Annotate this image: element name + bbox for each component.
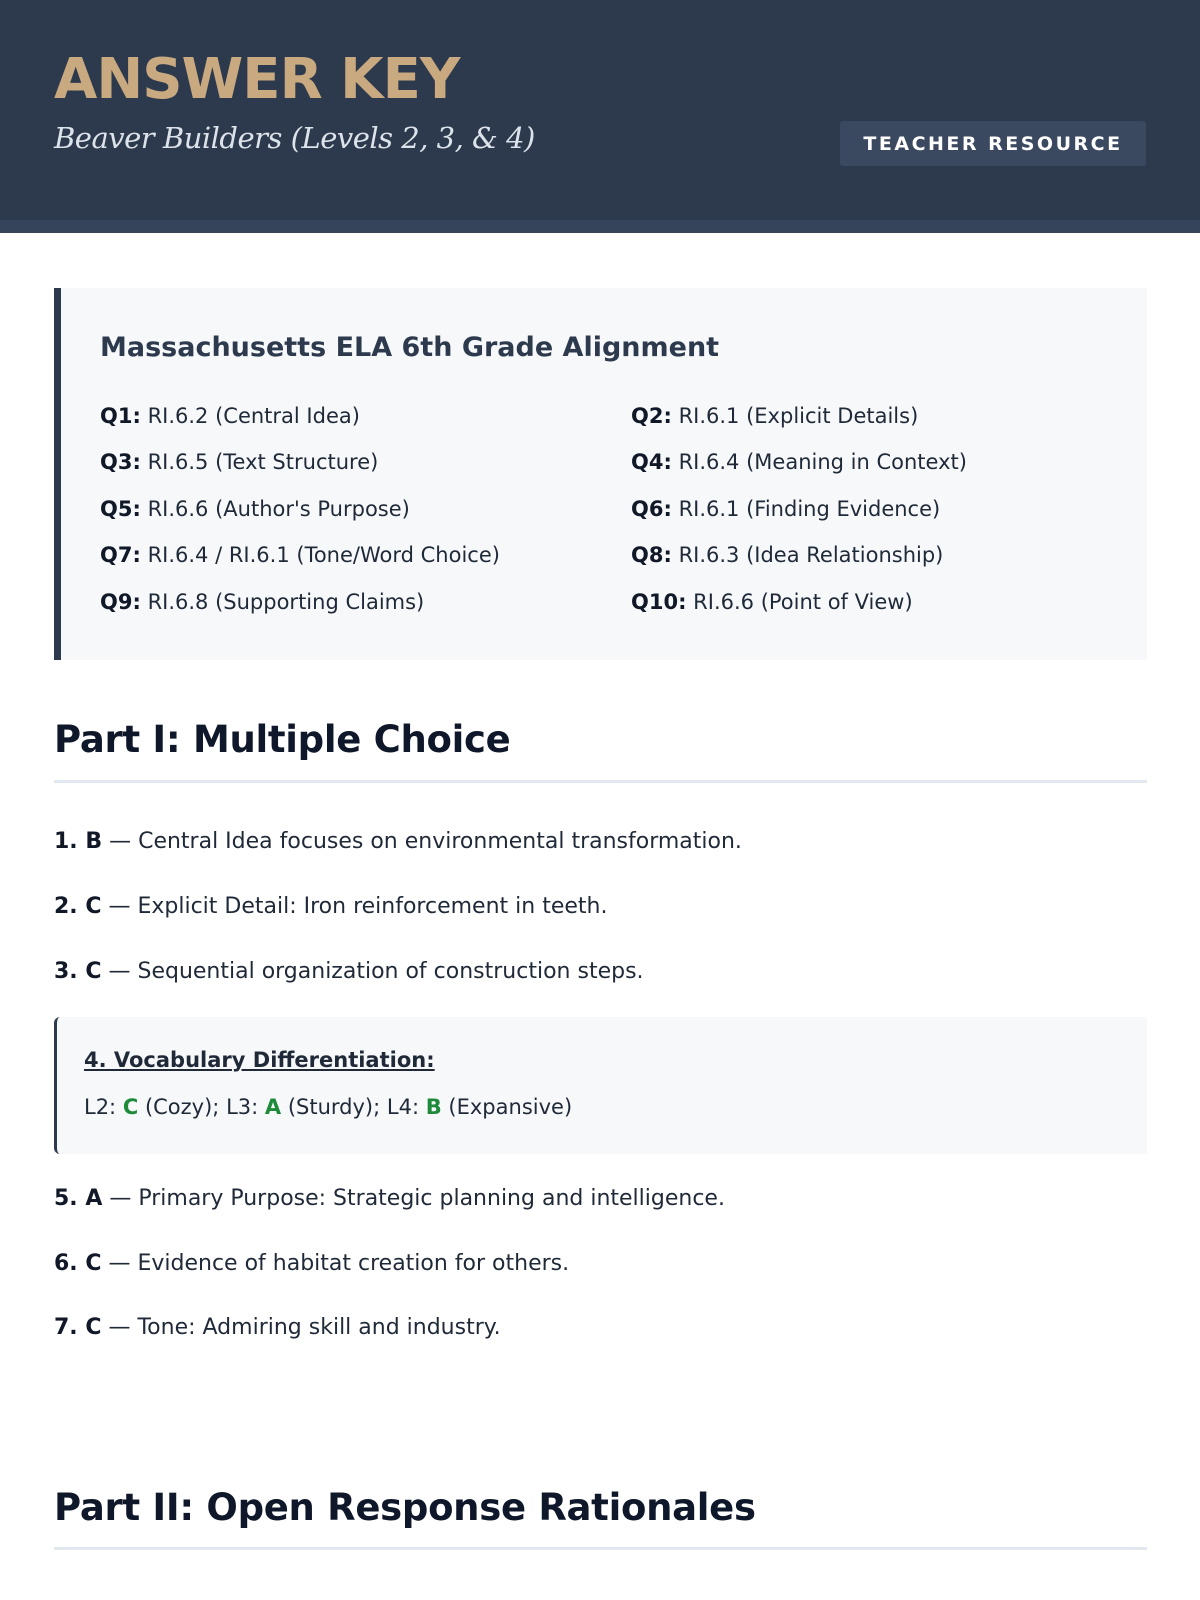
question-label: Q2: <box>631 404 672 428</box>
alignment-item <box>631 452 967 473</box>
question-label: Q6: <box>631 497 672 521</box>
question-label: Q9: <box>100 590 141 614</box>
standard-text: RI.6.4 / RI.6.1 (Tone/Word Choice) <box>147 543 500 567</box>
vocabulary-answers <box>84 1097 572 1118</box>
answer-text: — Primary Purpose: Strategic planning and intelligence. <box>109 1186 725 1211</box>
level-4-answer: B <box>425 1095 442 1119</box>
alignment-item <box>631 545 943 566</box>
question-label: Q4: <box>631 450 672 474</box>
standard-text: RI.6.6 (Author's Purpose) <box>147 497 410 521</box>
section-divider <box>54 780 1147 783</box>
standard-text: RI.6.5 (Text Structure) <box>147 450 379 474</box>
answer-number: 6. C <box>54 1251 102 1276</box>
alignment-item <box>100 406 360 427</box>
standard-text: RI.6.1 (Finding Evidence) <box>678 497 941 521</box>
level-3-label: L3: <box>226 1095 259 1119</box>
level-2-label: L2: <box>84 1095 117 1119</box>
answer-number: 2. C <box>54 894 102 919</box>
answer-text: — Tone: Admiring skill and industry. <box>108 1315 501 1340</box>
answer-item <box>54 1253 569 1275</box>
section-divider <box>54 1547 1147 1550</box>
level-3-word: (Sturdy); <box>287 1095 381 1119</box>
standard-text: RI.6.1 (Explicit Details) <box>678 404 919 428</box>
header-divider <box>0 220 1200 233</box>
standard-text: RI.6.2 (Central Idea) <box>147 404 360 428</box>
answer-number: 5. A <box>54 1186 103 1211</box>
answer-text: — Central Idea focuses on environmental transformation. <box>109 829 742 854</box>
answer-text: — Sequential organization of construction steps. <box>108 959 644 984</box>
page-subtitle: Beaver Builders (Levels 2, 3, & 4) <box>54 121 535 155</box>
section-title-part-1: Part I: Multiple Choice <box>54 718 511 761</box>
answer-text: — Explicit Detail: Iron reinforcement in teeth. <box>108 894 608 919</box>
level-2-answer: C <box>122 1095 139 1119</box>
alignment-item <box>100 545 500 566</box>
level-3-answer: A <box>264 1095 282 1119</box>
question-label: Q8: <box>631 543 672 567</box>
section-title-part-2: Part II: Open Response Rationales <box>54 1486 756 1529</box>
level-4-label: L4: <box>386 1095 420 1119</box>
standard-text: RI.6.3 (Idea Relationship) <box>678 543 944 567</box>
question-label: Q3: <box>100 450 141 474</box>
standard-text: RI.6.4 (Meaning in Context) <box>678 450 967 474</box>
standard-text: RI.6.6 (Point of View) <box>693 590 913 614</box>
answer-number: 7. C <box>54 1315 102 1340</box>
answer-number: 1. B <box>54 829 103 854</box>
answer-number: 3. C <box>54 959 102 984</box>
alignment-item <box>631 406 918 427</box>
alignment-item <box>631 499 940 520</box>
alignment-item <box>631 592 913 613</box>
alignment-item <box>100 452 378 473</box>
question-label: Q10: <box>631 590 687 614</box>
level-2-word: (Cozy); <box>144 1095 220 1119</box>
answer-item <box>54 961 644 983</box>
vocabulary-title: 4. Vocabulary Differentiation: <box>84 1048 435 1072</box>
teacher-resource-badge: TEACHER RESOURCE <box>840 121 1146 166</box>
question-label: Q1: <box>100 404 141 428</box>
vocabulary-callout <box>54 1017 1147 1154</box>
alignment-item <box>100 499 410 520</box>
answer-text: — Evidence of habitat creation for others. <box>108 1251 570 1276</box>
question-label: Q7: <box>100 543 141 567</box>
answer-item <box>54 1188 725 1210</box>
alignment-item <box>100 592 424 613</box>
standard-text: RI.6.8 (Supporting Claims) <box>147 590 425 614</box>
alignment-title: Massachusetts ELA 6th Grade Alignment <box>100 332 720 363</box>
answer-item <box>54 1317 501 1339</box>
question-label: Q5: <box>100 497 141 521</box>
answer-item <box>54 896 607 918</box>
page-title: ANSWER KEY <box>54 47 460 112</box>
level-4-word: (Expansive) <box>448 1095 573 1119</box>
answer-item <box>54 831 742 853</box>
